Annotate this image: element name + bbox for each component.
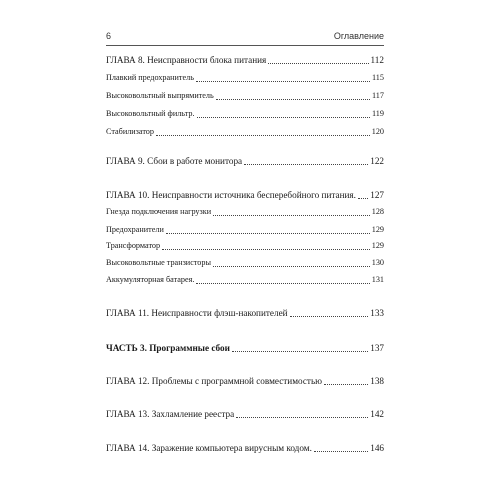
toc-entry-chapter-10: [106, 190, 384, 202]
toc-entry-chapter-11: [106, 308, 384, 320]
toc-entry-page: 127: [370, 190, 384, 200]
toc-entry-section: [106, 225, 384, 237]
dot-leader: [314, 443, 368, 452]
dot-leader: [213, 207, 370, 216]
page-number: 6: [106, 31, 112, 41]
dot-leader: [268, 55, 368, 64]
toc-entry-page: 137: [370, 343, 384, 353]
dot-leader: [162, 241, 370, 250]
toc-entry-page: 119: [372, 109, 384, 118]
toc-entry-label: Трансформатор: [106, 241, 161, 250]
dot-leader: [244, 156, 368, 165]
dot-leader: [166, 225, 370, 234]
toc-entry-page: 130: [371, 258, 384, 267]
toc-entry-chapter-14: [106, 443, 384, 455]
dot-leader: [236, 409, 368, 418]
toc-entry-label: ГЛАВА 8. Неисправности блока питания: [106, 55, 267, 65]
toc-entry-page: 133: [370, 308, 384, 318]
toc-entry-section: [106, 73, 384, 85]
dot-leader: [358, 190, 368, 199]
toc-entry-chapter-12: [106, 376, 384, 388]
dot-leader: [290, 308, 369, 317]
toc-entry-section: [106, 91, 384, 103]
toc-entry-label: ГЛАВА 14. Заражение компьютера вирусным кодом.: [106, 443, 312, 453]
toc-entry-label: ЧАСТЬ 3. Программные сбои: [106, 343, 230, 353]
toc-entry-label: ГЛАВА 12. Проблемы с программной совместимостью: [106, 376, 322, 386]
toc-entry-label: Аккумуляторная батарея.: [106, 275, 195, 284]
toc-entry-section: [106, 241, 384, 253]
toc-entry-label: ГЛАВА 11. Неисправности флэш-накопителей: [106, 308, 288, 318]
toc-entry-label: Предохранители: [106, 225, 164, 234]
toc-entry-section: [106, 109, 384, 121]
toc-entry-page: 138: [370, 376, 384, 386]
toc-entry-section: [106, 207, 384, 219]
dot-leader: [213, 258, 370, 267]
toc-entry-label: Стабилизатор: [106, 127, 154, 136]
dot-leader: [197, 109, 370, 118]
toc-entry-section: [106, 127, 384, 139]
toc-entry-chapter-8: [106, 55, 384, 67]
toc-entry-part-3: [106, 343, 384, 355]
toc-entry-page: 129: [371, 241, 384, 250]
toc-entry-section: [106, 275, 384, 287]
dot-leader: [156, 127, 370, 136]
toc-entry-chapter-13: [106, 409, 384, 421]
toc-entry-page: 115: [372, 73, 384, 82]
running-title: Оглавление: [333, 31, 384, 41]
toc-entry-page: 128: [371, 207, 384, 216]
dot-leader: [216, 91, 370, 100]
toc-entry-page: 117: [372, 91, 384, 100]
toc-entry-label: ГЛАВА 10. Неисправности источника бесперебойного питания.: [106, 190, 356, 200]
toc-entry-label: Плавкий предохранитель: [106, 73, 194, 82]
dot-leader: [232, 343, 368, 352]
toc-entry-page: 120: [371, 127, 384, 136]
toc-entry-label: ГЛАВА 9. Сбои в работе монитора: [106, 156, 243, 166]
dot-leader: [324, 376, 368, 385]
toc-entry-label: ГЛАВА 13. Захламление реестра: [106, 409, 235, 419]
toc-entry-label: Гнезда подключения нагрузки: [106, 207, 212, 216]
toc-entry-label: Высоковольтный выпрямитель: [106, 91, 214, 100]
toc-entry-page: 142: [370, 409, 384, 419]
toc-entry-page: 129: [371, 225, 384, 234]
toc-entry-section: [106, 258, 384, 270]
dot-leader: [196, 275, 369, 284]
toc-entry-page: 122: [370, 156, 384, 166]
toc-entry-label: Высоковольтный фильтр.: [106, 109, 195, 118]
toc-entry-page: 146: [370, 443, 384, 453]
toc-entry-chapter-9: [106, 156, 384, 168]
toc-entry-label: Высоковольтные транзисторы: [106, 258, 211, 267]
running-header: [106, 31, 384, 46]
toc-entry-page: 112: [370, 55, 384, 65]
toc-entry-page: 131: [371, 275, 384, 284]
dot-leader: [196, 73, 370, 82]
